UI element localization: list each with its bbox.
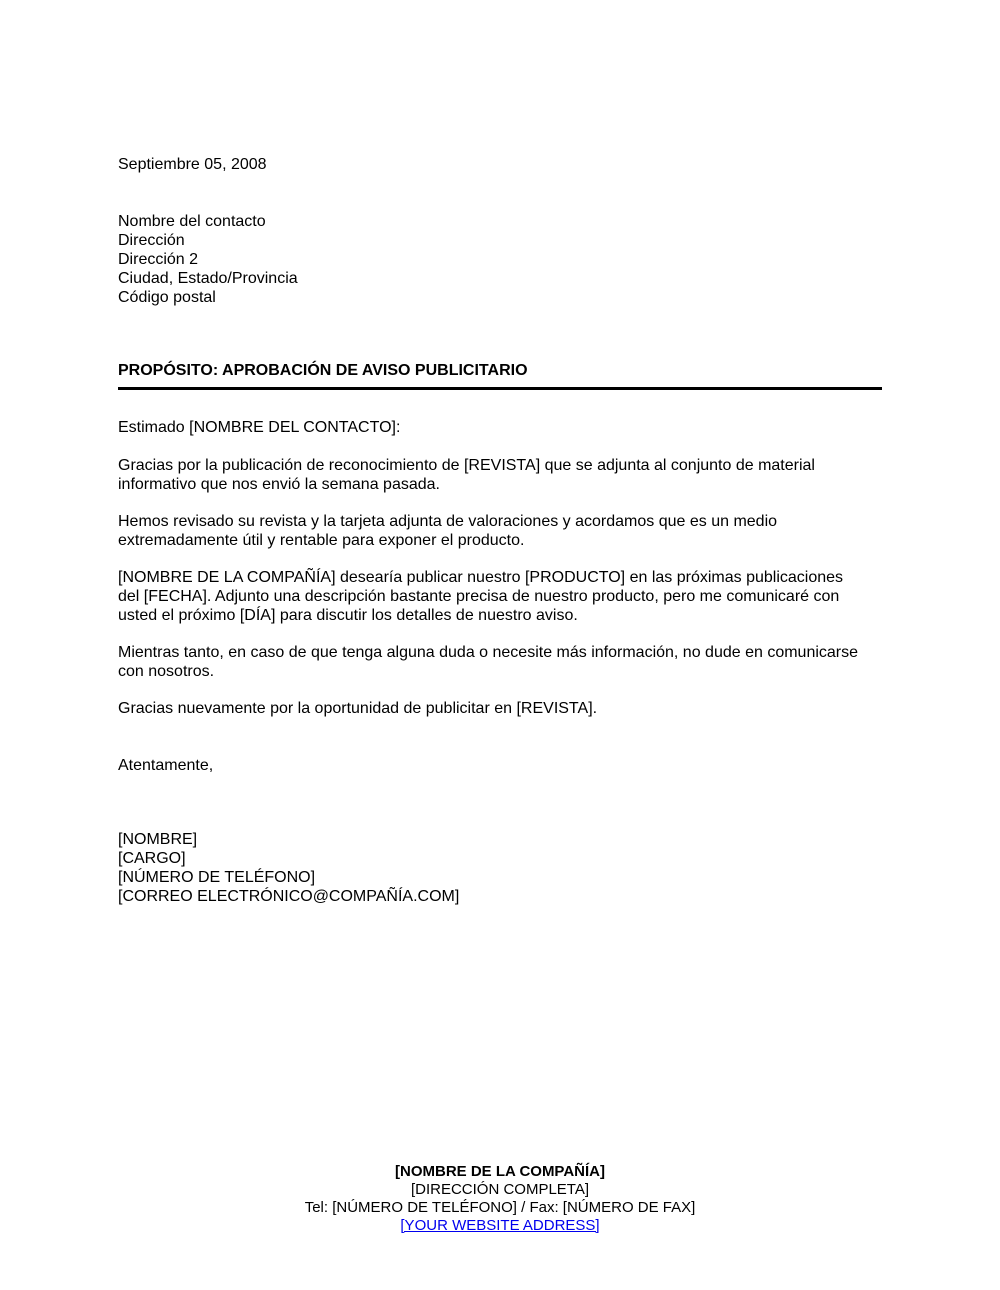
paragraph-line: Gracias nuevamente por la oportunidad de publicitar en [REVISTA].	[118, 700, 598, 717]
signature-phone: [NÚMERO DE TELÉFONO]	[118, 869, 316, 886]
paragraph-line: usted el próximo [DÍA] para discutir los detalles de nuestro aviso.	[118, 607, 578, 624]
footer-address: [DIRECCIÓN COMPLETA]	[410, 1181, 590, 1198]
date-text: Septiembre 05, 2008	[118, 156, 267, 173]
footer-company: [NOMBRE DE LA COMPAÑÍA]	[395, 1163, 605, 1180]
footer-website-link[interactable]: [YOUR WEBSITE ADDRESS]	[400, 1217, 600, 1234]
paragraph-line: [NOMBRE DE LA COMPAÑÍA] desearía publicar nuestro [PRODUCTO] en las próximas publicaciones	[118, 569, 844, 586]
subject-divider	[118, 387, 882, 390]
footer-contact: Tel: [NÚMERO DE TELÉFONO] / Fax: [NÚMERO DE FAX]	[304, 1199, 696, 1216]
body-paragraph-1	[118, 456, 888, 494]
paragraph-line: extremadamente útil y rentable para exponer el producto.	[118, 532, 525, 549]
closing-text: Atentamente,	[118, 757, 214, 774]
body-paragraph-4	[118, 643, 888, 681]
paragraph-line: informativo que nos envió la semana pasada.	[118, 476, 440, 493]
recipient-postal-code: Código postal	[118, 289, 216, 306]
signature-block	[118, 830, 888, 906]
paragraph-line: del [FECHA]. Adjunto una descripción bastante precisa de nuestro producto, pero me comunicaré con	[118, 588, 840, 605]
page-footer	[0, 1163, 1000, 1235]
recipient-address-2: Dirección 2	[118, 251, 199, 268]
paragraph-line: Hemos revisado su revista y la tarjeta adjunta de valoraciones y acordamos que es un medio	[118, 513, 778, 530]
paragraph-line: Mientras tanto, en caso de que tenga alguna duda o necesite más información, no dude en comunicarse	[118, 644, 859, 661]
recipient-address-1: Dirección	[118, 232, 185, 249]
letter-date	[118, 155, 888, 174]
subject-text: PROPÓSITO: APROBACIÓN DE AVISO PUBLICITARIO	[118, 362, 528, 379]
salutation-text: Estimado [NOMBRE DEL CONTACTO]:	[118, 419, 401, 436]
signature-title: [CARGO]	[118, 850, 186, 867]
signature-email: [CORREO ELECTRÓNICO@COMPAÑÍA.COM]	[118, 888, 460, 905]
signature-name: [NOMBRE]	[118, 831, 198, 848]
subject-heading	[118, 361, 888, 380]
paragraph-line: con nosotros.	[118, 663, 215, 680]
body-paragraph-5	[118, 699, 888, 718]
recipient-block	[118, 212, 888, 307]
body-paragraph-3	[118, 568, 888, 625]
salutation	[118, 418, 888, 437]
body-paragraph-2	[118, 512, 888, 550]
recipient-city: Ciudad, Estado/Provincia	[118, 270, 298, 287]
recipient-name: Nombre del contacto	[118, 213, 266, 230]
closing	[118, 756, 888, 775]
paragraph-line: Gracias por la publicación de reconocimiento de [REVISTA] que se adjunta al conjunto de material	[118, 457, 815, 474]
